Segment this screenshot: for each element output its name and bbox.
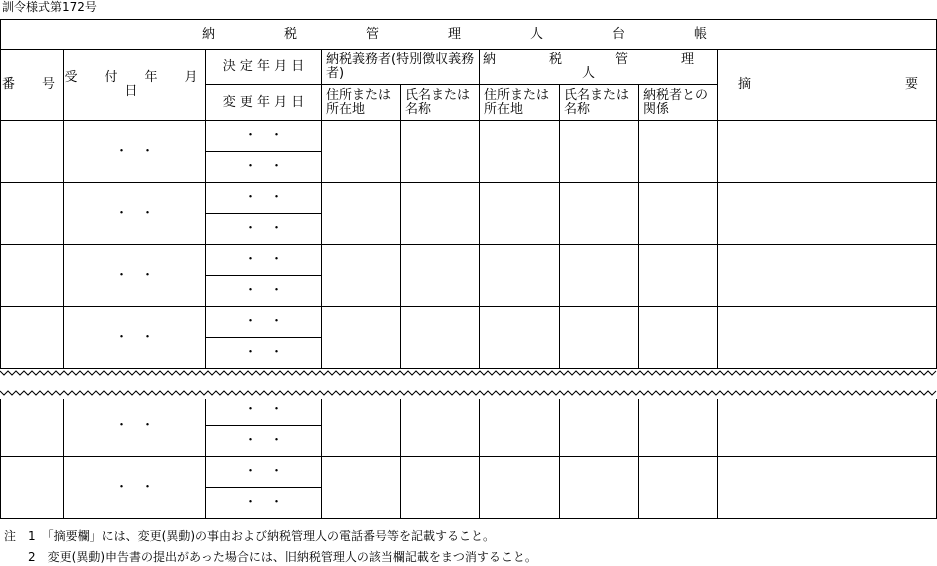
cell-decision-date: ・ ・ <box>206 307 322 338</box>
cell-change-date: ・ ・ <box>206 152 322 183</box>
cell-manager-name <box>560 307 639 369</box>
cell-manager-address <box>480 395 560 457</box>
cell-remarks <box>718 245 937 307</box>
cell-received-date: ・ ・ <box>64 183 206 245</box>
record-row <box>1 395 937 426</box>
note-1: 注 1 「摘要欄」には、変更(異動)の事由および納税管理人の電話番号等を記載すること。 <box>4 529 496 543</box>
header-taxpayer-group: 納税義務者(特別徴収義務者) <box>322 50 480 85</box>
cell-received-date: ・ ・ <box>64 395 206 457</box>
cell-taxpayer-address <box>322 307 401 369</box>
record-row <box>1 121 937 152</box>
cell-taxpayer-address <box>322 245 401 307</box>
cell-remarks <box>718 183 937 245</box>
cell-received-date: ・ ・ <box>64 121 206 183</box>
cell-manager-relation <box>639 395 718 457</box>
cell-manager-address <box>480 307 560 369</box>
cell-decision-date: ・ ・ <box>206 457 322 488</box>
cell-manager-name <box>560 245 639 307</box>
record-row <box>1 245 937 276</box>
cell-taxpayer-name <box>401 307 480 369</box>
cell-change-date: ・ ・ <box>206 488 322 519</box>
cell-number <box>1 121 64 183</box>
record-row <box>1 183 937 214</box>
cell-taxpayer-name <box>401 395 480 457</box>
header-decision-date: 決 定 年 月 日 <box>206 50 322 85</box>
cell-taxpayer-name <box>401 183 480 245</box>
cell-manager-relation <box>639 183 718 245</box>
cell-number <box>1 245 64 307</box>
cell-manager-relation <box>639 121 718 183</box>
cell-taxpayer-name <box>401 121 480 183</box>
cell-manager-relation <box>639 457 718 519</box>
cell-remarks <box>718 457 937 519</box>
header-taxpayer-name: 氏名または名称 <box>401 85 480 121</box>
cell-taxpayer-address <box>322 121 401 183</box>
header-manager-name: 氏名または名称 <box>560 85 639 121</box>
cell-remarks <box>718 395 937 457</box>
header-received-date: 受 付 年 月 日 <box>64 50 206 121</box>
cell-change-date: ・ ・ <box>206 338 322 369</box>
ledger-title: 納 税 管 理 人 台 帳 <box>1 20 937 50</box>
cell-change-date: ・ ・ <box>206 214 322 245</box>
table-break <box>0 369 937 399</box>
cell-decision-date: ・ ・ <box>206 395 322 426</box>
cell-decision-date: ・ ・ <box>206 183 322 214</box>
cell-received-date: ・ ・ <box>64 307 206 369</box>
cell-taxpayer-address <box>322 395 401 457</box>
header-manager-relation: 納税者との関係 <box>639 85 718 121</box>
cell-change-date: ・ ・ <box>206 276 322 307</box>
cell-taxpayer-name <box>401 457 480 519</box>
cell-manager-name <box>560 395 639 457</box>
header-taxpayer-address: 住所または所在地 <box>322 85 401 121</box>
cell-number <box>1 395 64 457</box>
cell-manager-address <box>480 457 560 519</box>
cell-manager-relation <box>639 307 718 369</box>
cell-remarks <box>718 121 937 183</box>
cell-taxpayer-address <box>322 183 401 245</box>
header-number: 番 号 <box>1 50 64 121</box>
cell-manager-name <box>560 457 639 519</box>
header-change-date: 変 更 年 月 日 <box>206 85 322 121</box>
cell-remarks <box>718 307 937 369</box>
cell-received-date: ・ ・ <box>64 457 206 519</box>
cell-manager-address <box>480 245 560 307</box>
cell-manager-name <box>560 183 639 245</box>
cell-decision-date: ・ ・ <box>206 121 322 152</box>
header-remarks-right: 要 <box>904 77 918 92</box>
cell-manager-name <box>560 121 639 183</box>
form-id: 訓令様式第172号 <box>2 0 97 14</box>
cell-received-date: ・ ・ <box>64 245 206 307</box>
cell-manager-address <box>480 121 560 183</box>
header-manager-address: 住所または所在地 <box>480 85 560 121</box>
cell-number <box>1 183 64 245</box>
header-remarks-left: 摘 <box>738 77 752 92</box>
cell-number <box>1 457 64 519</box>
cell-change-date: ・ ・ <box>206 426 322 457</box>
record-row <box>1 457 937 488</box>
note-2: 2 変更(異動)申告書の提出があった場合には、旧納税管理人の該当欄記載をまつ消すること。 <box>4 550 537 564</box>
header-remarks <box>718 50 937 121</box>
cell-manager-relation <box>639 245 718 307</box>
cell-number <box>1 307 64 369</box>
ledger-table <box>0 19 937 519</box>
cell-taxpayer-name <box>401 245 480 307</box>
cell-manager-address <box>480 183 560 245</box>
record-row <box>1 307 937 338</box>
cell-decision-date: ・ ・ <box>206 245 322 276</box>
header-manager-group: 納 税 管 理 人 <box>480 50 718 85</box>
cell-taxpayer-address <box>322 457 401 519</box>
